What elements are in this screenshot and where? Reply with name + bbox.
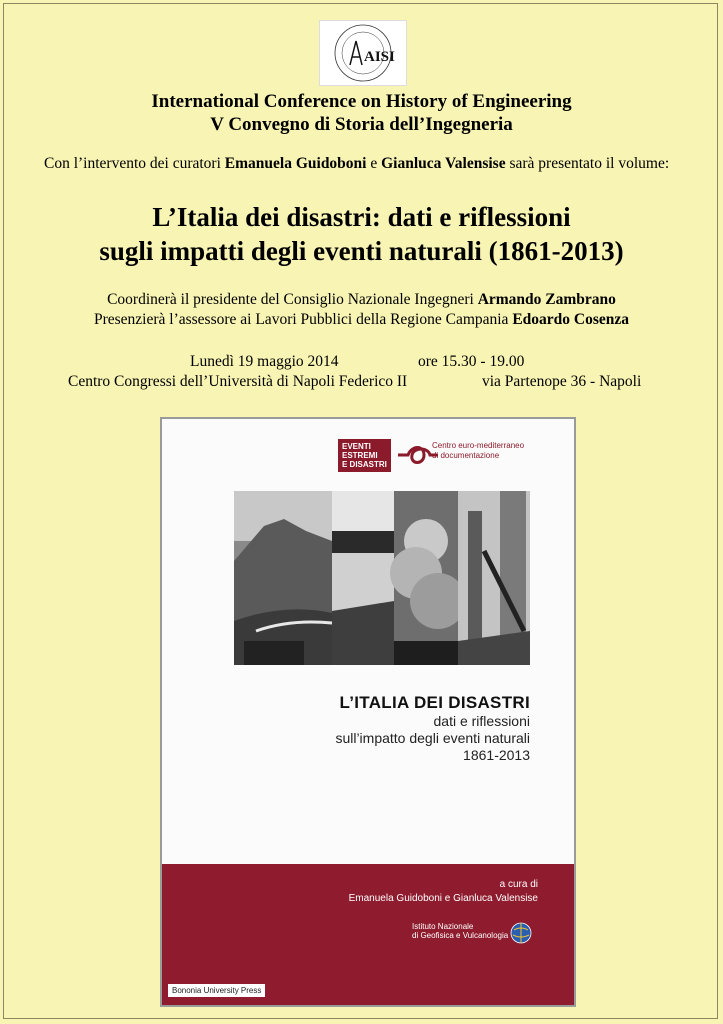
series-line-3: E DISASTRI [342,460,387,469]
event-venue: Centro Congressi dell’Università di Napoli Federico II [68,373,408,390]
series-badge [338,439,391,472]
aisi-logo [319,20,407,86]
aisi-logo-text: AISI [364,49,395,65]
curator-1: Emanuela Guidoboni [224,155,367,172]
coordinator-name: Armando Zambrano [477,291,616,308]
book-title-line-2: sugli impatti degli eventi naturali (1861-2013) [99,236,624,266]
cover-title: L’ITALIA DEI DISASTRI [339,693,530,712]
book-title [0,200,723,268]
centro-line-1: Centro euro-mediterraneo [432,441,525,450]
coordination-text-2: Presenzierà l’assessore ai Lavori Pubblici della Regione Campania [93,311,513,328]
disaster-photo-collage [234,491,530,665]
series-logo [338,439,408,479]
series-line-1: EVENTI [342,442,371,451]
intro-text-3: sarà presentato il volume: [505,155,670,172]
earthquake-ruins-photo [458,491,530,665]
event-address: via Partenope 36 - Napoli [482,373,642,390]
coordination-line-2 [0,310,723,330]
ingv-globe-icon [510,922,532,944]
flood-photo [332,491,394,665]
centro-label [432,441,562,461]
conference-title-it: V Convegno di Storia dell’Ingegneria [210,114,513,135]
coordination-block [0,290,723,330]
ingv-line-2: di Geofisica e Vulcanologia [412,931,509,940]
cover-bottom-band [162,864,574,1005]
coordination-line-1 [0,290,723,310]
intro-text-1: Con l’intervento dei curatori [44,155,225,172]
book-title-line-1: L’Italia dei disastri: dati e riflessioni [152,202,571,232]
cover-subtitle-1: dati e riflessioni [433,713,530,729]
series-line-2: ESTREMI [342,451,378,460]
volcano-eruption-photo [390,491,466,665]
event-time: ore 15.30 - 19.00 [418,353,525,370]
book-cover [160,417,576,1007]
ingv-line-1: Istituto Nazionale [412,922,474,931]
cover-years: 1861-2013 [463,747,530,763]
cover-curators: Emanuela Guidoboni e Gianluca Valensise [348,893,538,904]
cover-title-block [335,693,530,764]
conference-title-en: International Conference on History of Engineering [151,91,572,112]
mountain-dam-photo [234,491,332,665]
curator-2: Gianluca Valensise [381,155,506,172]
cover-curators-block [349,878,538,906]
publisher-label: Bononia University Press [168,984,265,997]
coordination-text-1: Coordinerà il presidente del Consiglio Nazionale Ingegneri [107,291,478,308]
presenter-name: Edoardo Cosenza [512,311,630,328]
conference-header [0,90,723,136]
centro-line-2: di documentazione [432,451,500,460]
cover-subtitle-2: sull’impatto degli eventi naturali [335,730,530,746]
event-date: Lunedì 19 maggio 2014 [190,353,339,370]
aisi-logo-ring-icon [320,21,406,85]
event-details [0,352,723,392]
intro-paragraph [44,154,684,174]
a-cura-di: a cura di [499,879,538,890]
intro-text-2: e [366,155,382,172]
